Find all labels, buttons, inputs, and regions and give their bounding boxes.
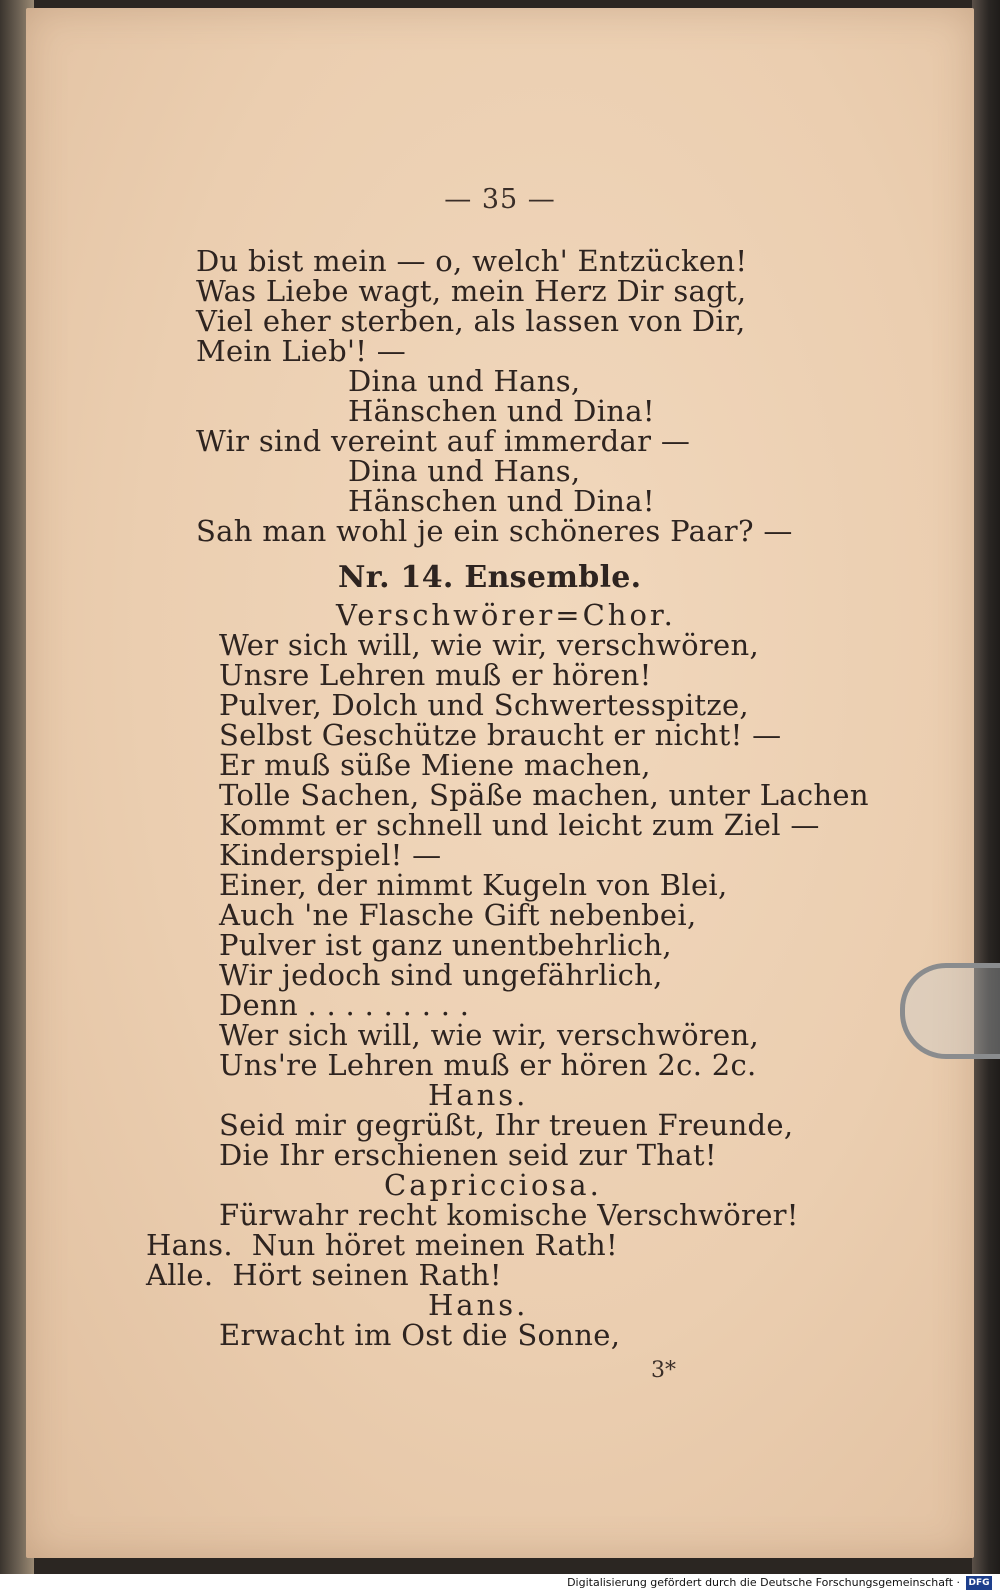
text-line: Auch 'ne Flasche Gift nebenbei, (219, 898, 697, 932)
text-line: Wir sind vereint auf immerdar — (196, 424, 691, 458)
text-line: Kinderspiel! — (219, 838, 442, 872)
text-line: Einer, der nimmt Kugeln von Blei, (219, 868, 728, 902)
text-line: Selbst Geschütze braucht er nicht! — (219, 718, 782, 752)
speaker-label: Verschwörer=Chor. (336, 598, 676, 632)
text-line: Was Liebe wagt, mein Herz Dir sagt, (196, 274, 747, 308)
text-line: Alle. Hört seinen Rath! (146, 1258, 502, 1292)
text-line: Uns're Lehren muß er hören 2c. 2c. (219, 1048, 757, 1082)
text-line: Wer sich will, wie wir, verschwören, (219, 628, 759, 662)
speaker-label: Hans. (428, 1288, 529, 1322)
text-line: Wer sich will, wie wir, verschwören, (219, 1018, 759, 1052)
text-line: Hänschen und Dina! (348, 484, 655, 518)
scan-right-edge (972, 0, 1000, 1574)
text-line: Viel eher sterben, als lassen von Dir, (196, 304, 746, 338)
dfg-logo: DFG (966, 1576, 992, 1590)
text-line: Du bist mein — o, welch' Entzücken! (196, 244, 748, 278)
page-clip (900, 963, 1000, 1059)
text-line: Dina und Hans, (348, 454, 581, 488)
text-line: Hans. Nun höret meinen Rath! (146, 1228, 618, 1262)
text-line: Tolle Sachen, Späße machen, unter Lachen (219, 778, 869, 812)
page-number: — 35 — (444, 184, 556, 215)
speaker-label: Capricciosa. (384, 1168, 602, 1202)
speaker-label: Hans. (428, 1078, 529, 1112)
text-line: Seid mir gegrüßt, Ihr treuen Freunde, (219, 1108, 794, 1142)
text-line: Denn . . . . . . . . . (219, 988, 470, 1022)
section-heading: Nr. 14. Ensemble. (338, 560, 642, 595)
text-line: Kommt er schnell und leicht zum Ziel — (219, 808, 820, 842)
text-line: Mein Lieb'! — (196, 334, 407, 368)
text-line: Unsre Lehren muß er hören! (219, 658, 652, 692)
text-line: Er muß süße Miene machen, (219, 748, 651, 782)
printer-signature: 3* (651, 1358, 676, 1383)
text-line: Die Ihr erschienen seid zur That! (219, 1138, 717, 1172)
text-line: Fürwahr recht komische Verschwörer! (219, 1198, 799, 1232)
text-line: Sah man wohl je ein schöneres Paar? — (196, 514, 793, 548)
book-page (26, 8, 974, 1558)
text-line: Hänschen und Dina! (348, 394, 655, 428)
funding-notice: Digitalisierung gefördert durch die Deutsche Forschungsgemeinschaft · (567, 1576, 960, 1589)
text-line: Dina und Hans, (348, 364, 581, 398)
text-line: Pulver ist ganz unentbehrlich, (219, 928, 672, 962)
text-line: Erwacht im Ost die Sonne, (219, 1318, 621, 1352)
text-line: Pulver, Dolch und Schwertesspitze, (219, 688, 749, 722)
text-line: Wir jedoch sind ungefährlich, (219, 958, 663, 992)
footer-bar (0, 1574, 1000, 1594)
